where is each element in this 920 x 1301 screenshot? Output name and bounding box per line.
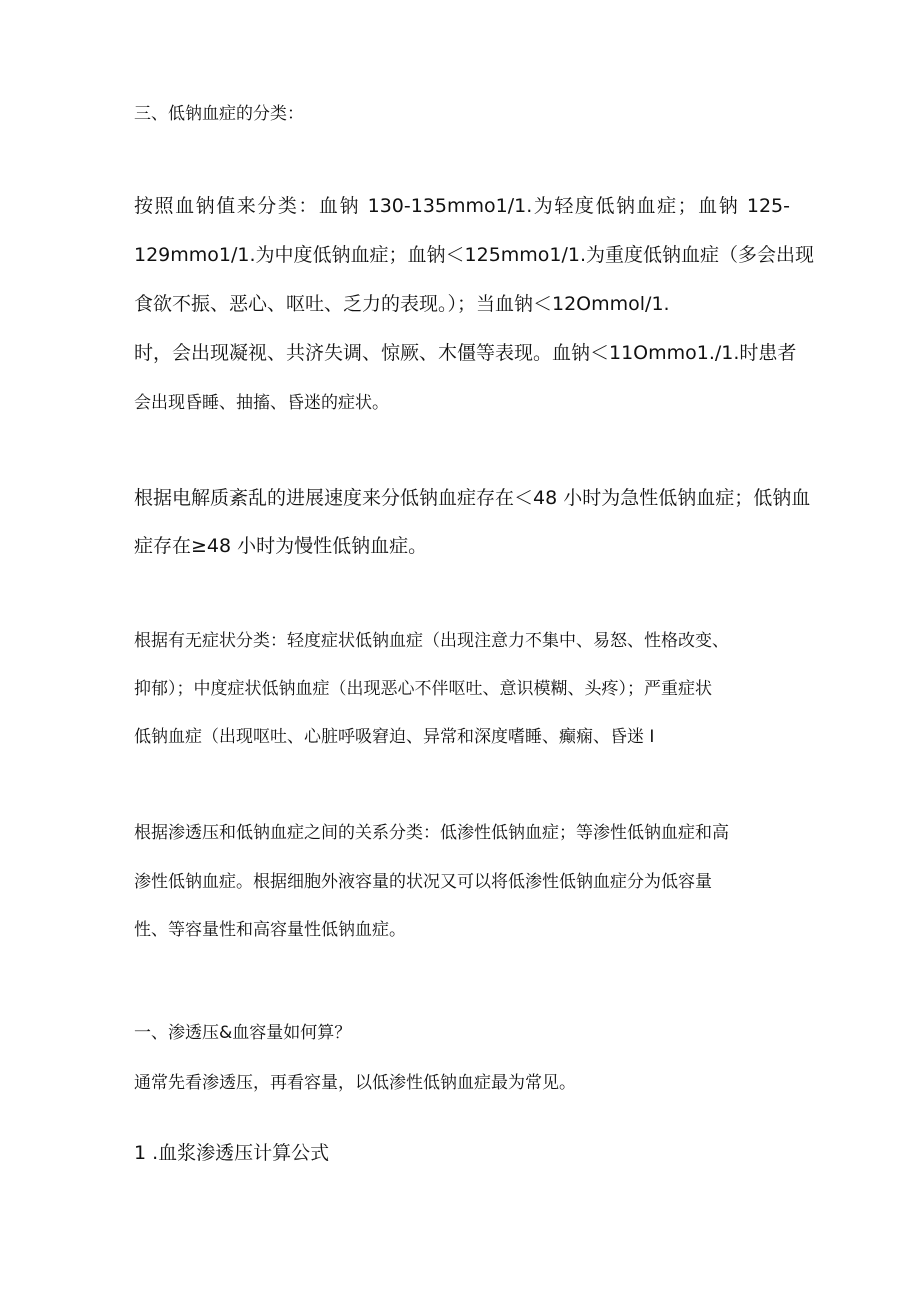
paragraph-line: 低钠血症（出现呕吐、心脏呼吸窘迫、异常和深度嗜睡、癫痫、昏迷 I — [134, 727, 655, 747]
paragraph-line: 抑郁）；中度症状低钠血症（出现恶心不伴呕吐、意识模糊、头疼）；严重症状 — [134, 679, 712, 699]
paragraph-line: 通常先看渗透压，再看容量，以低渗性低钠血症最为常见。 — [134, 1073, 576, 1093]
paragraph-line: 根据渗透压和低钠血症之间的关系分类：低渗性低钠血症；等渗性低钠血症和高 — [134, 823, 729, 843]
paragraph-line: 129mmo1∕1.为中度低钠血症；血钠＜125mmo1∕1.为重度低钠血症（多会出现 — [134, 244, 815, 266]
paragraph-line: 食欲不振、恶心、呕吐、乏力的表现。）；当血钠＜12Ommol/1. — [134, 293, 670, 315]
paragraph-line: 症存在≥48 小时为慢性低钠血症。 — [134, 535, 428, 557]
paragraph-line: 时，会出现凝视、共济失调、惊厥、木僵等表现。血钠＜11Ommo1./1.时患者 — [134, 342, 797, 364]
paragraph-line: 根据电解质紊乱的进展速度来分低钠血症存在＜48 小时为急性低钠血症；低钠血 — [134, 487, 811, 509]
paragraph-line: 按照血钠值来分类：血钠 130-135mmo1∕1.为轻度低钠血症；血钠 125- — [134, 195, 790, 217]
paragraph-line: 会出现昏睡、抽搐、昏迷的症状。 — [134, 393, 389, 413]
paragraph-line: 根据有无症状分类：轻度症状低钠血症（出现注意力不集中、易怒、性格改变、 — [134, 631, 729, 651]
section-heading-osmotic: 一、渗透压&血容量如何算？ — [134, 1023, 352, 1043]
section-heading-classification: 三、低钠血症的分类： — [134, 104, 304, 124]
subheading-formula: 1 .血浆渗透压计算公式 — [134, 1142, 330, 1164]
paragraph-line: 渗性低钠血症。根据细胞外液容量的状况又可以将低渗性低钠血症分为低容量 — [134, 872, 712, 892]
paragraph-line: 性、等容量性和高容量性低钠血症。 — [134, 920, 406, 940]
